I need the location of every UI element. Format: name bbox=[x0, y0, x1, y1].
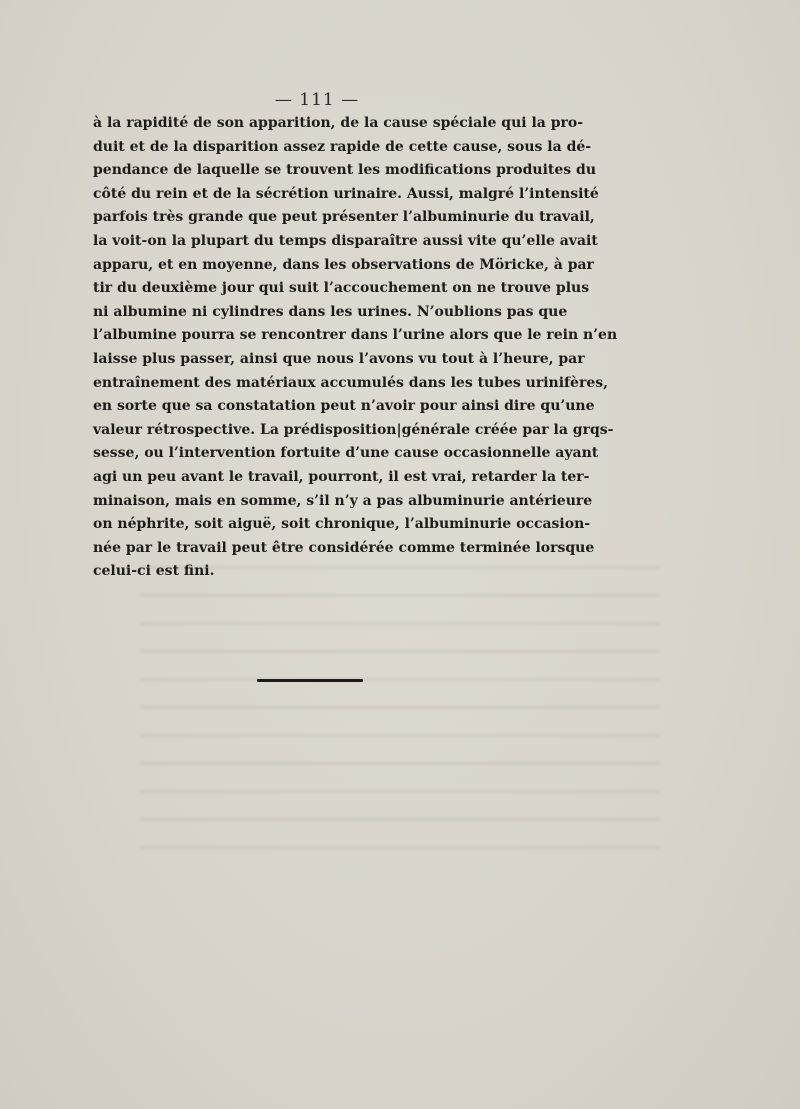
text-line: agi un peu avant le travail, pourront, il est vrai, retarder la ter- bbox=[93, 468, 590, 485]
text-line: entraînement des matériaux accumulés dans les tubes urinifères, bbox=[93, 374, 609, 391]
text-line: on néphrite, soit aiguë, soit chronique, l’albuminurie occasion- bbox=[93, 516, 591, 533]
text-line: tir du deuxième jour qui suit l’accouchement on ne trouve plus bbox=[93, 280, 590, 297]
text-line: minaison, mais en somme, s’il n’y a pas albuminurie antérieure bbox=[93, 492, 593, 509]
text-line: côté du rein et de la sécrétion urinaire. Aussi, malgré l’intensité bbox=[93, 185, 599, 202]
text-line: en sorte que sa constatation peut n’avoir pour ainsi dire qu’une bbox=[93, 398, 595, 415]
text-line: valeur rétrospective. La prédisposition|générale créée par la grqs- bbox=[93, 421, 614, 438]
text-line: à la rapidité de son apparition, de la cause spéciale qui la pro- bbox=[93, 115, 584, 131]
text-line: pendance de laquelle se trouvent les modifications produites du bbox=[93, 162, 597, 179]
body-paragraph bbox=[93, 112, 618, 584]
text-line: sesse, ou l’intervention fortuite d’une cause occasionnelle ayant bbox=[93, 445, 599, 462]
text-line: la voit-on la plupart du temps disparaître aussi vite qu’elle avait bbox=[93, 232, 598, 249]
text-line: ni albumine ni cylindres dans les urines. N’oublions pas que bbox=[93, 303, 568, 320]
page-number: — 111 — bbox=[274, 90, 360, 110]
text-line: parfois très grande que peut présenter l’albuminurie du travail, bbox=[93, 209, 595, 226]
verso-bleed-through bbox=[140, 550, 660, 850]
text-line: celui-ci est fini. bbox=[93, 563, 215, 580]
text-line: duit et de la disparition assez rapide de cette cause, sous la dé- bbox=[93, 138, 592, 155]
text-line: née par le travail peut être considérée comme terminée lorsque bbox=[93, 539, 595, 556]
text-line: apparu, et en moyenne, dans les observations de Möricke, à par bbox=[93, 256, 594, 273]
text-line: l’albumine pourra se rencontrer dans l’urine alors que le rein n’en bbox=[93, 327, 618, 344]
section-end-rule bbox=[257, 679, 363, 682]
text-line: laisse plus passer, ainsi que nous l’avons vu tout à l’heure, par bbox=[93, 350, 585, 367]
